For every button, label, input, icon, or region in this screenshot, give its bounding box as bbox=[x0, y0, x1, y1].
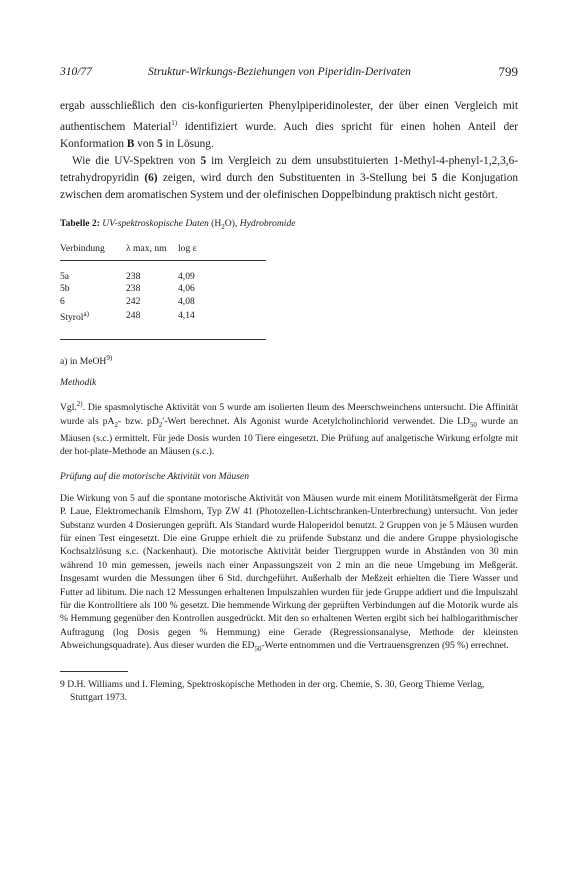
uv-data-table bbox=[60, 243, 266, 340]
column-header: log ε bbox=[178, 243, 266, 261]
methodik-text: Vgl.$^{2)}$. Die spasmolytische Aktivität von 5 wurde am isolierten Ileum des Meerschweinchens untersucht. Die Affinität wurde als $pA_2-$ bzw. $pD_2'$-Wert berechnet. Als Agonist wurde Acetylcholinchlorid verwendet. Die $LD_{50}$ wurde an Mäusen (s.c.) ermittelt. Für jede Dosis wurden 10 Tiere eingesetzt. Die Prüfung auf analgetische Wirkung erfolgte mit der hot-plate-Methode an Mäusen (s.c.). bbox=[60, 400, 518, 458]
table-row: 6 242 4,08 bbox=[60, 295, 195, 307]
running-header bbox=[60, 66, 518, 84]
paragraph-2: Wie die UV-Spektren von 5 im Vergleich zu dem unsubstituierten 1-Methyl-4-phenyl-1,2,3,6-tetrahydropyridin (6) zeigen, wird durch den Substituenten in 3-Stellung bei 5 die Konjugation zwischen dem aromatischen System und der olefinischen Doppelbindung praktisch nicht gestört. bbox=[60, 154, 518, 201]
header-issue: 310/77 bbox=[60, 66, 92, 78]
header-title: Struktur-Wirkungs-Beziehungen von Piperidin-Derivaten bbox=[148, 66, 411, 78]
column-header: λ max, nm bbox=[126, 243, 178, 261]
footnote-9: 9 D.H. Williams und I. Fleming, Spektroskopische Methoden in der org. Chemie, S. 30, Georg Thieme Verlag, Stuttgart 1973. bbox=[60, 678, 485, 703]
paragraph-1: ergab ausschließlich den cis-konfigurierten Phenylpiperidinolester, der über einen Vergleich mit authentischem Material$^{1)}$ identifiziert wurde. Auch dies spricht für einen hohen Anteil der Konformation B von 5 in Lösung. bbox=[60, 100, 518, 150]
section-heading-methodik: Methodik bbox=[60, 377, 97, 389]
table-header-row bbox=[60, 243, 266, 261]
table-row: Styrol$^{a)}$ 248 4,14 bbox=[60, 308, 266, 339]
page-number: 799 bbox=[498, 64, 518, 79]
table-row: 5a 238 4,09 bbox=[60, 270, 195, 282]
page bbox=[60, 66, 518, 704]
column-header: Verbindung bbox=[60, 243, 126, 261]
table-footnote: a) in MeOH$^{9)}$ bbox=[60, 353, 113, 368]
table-caption: Tabelle 2: UV-spektroskopische Daten $(H_2O)$, Hydrobromide bbox=[60, 217, 296, 231]
table-row: 5b 238 4,06 bbox=[60, 283, 195, 295]
pruefung-text: Die Wirkung von 5 auf die spontane motorische Aktivität von Mäusen wurde mit einem Motilitätsmeßgerät der Firma P. Laue, Elektromechanik Elmshorn, Typ ZW 41 (Photozellen-Lichtschranken-Unterbrechung) untersucht. Von jeder Substanz wurden 4 Dosierungen geprüft. Als Standard wurde Haloperidol benutzt. 2 Gruppen von je 5 Mäusen wurden für einen Test eingesetzt. Die eine Gruppe erhielt die zu prüfende Substanz und die andere Gruppe physiologische Kochsalzlösung s.c. (Nackenhaut). Die motorische Aktivität beider Tiergruppen wurde in Abständen von 30 min während 10 min gemessen, jeweils nach einer Anpassungszeit von 2 min an die neue Umgebung im Meßgerät. Insgesamt wurden die Messungen über 6 Std. durchgeführt. Außerhalb der Meßzeit erhielten die Tiere Wasser und Futter ad libitum. Die nach 12 Messungen erhaltenen Impulszahlen wurden für jede Gruppe addiert und die Impulszahl für die Kontrolltiere als 100 % gesetzt. Die hemmende Wirkung der geprüften Verbindungen auf die Motorik wurde als % Hemmung gegenüber den Kontrollen ausgedrückt. Mit den so erhaltenen Werten ergibt sich bei halblogarithmischer Auftragung (log Dosis gegen % Hemmung) eine Gerade (Regressionsanalyse, Methode der kleinsten Abweichungsquadrate). Aus dieser wurden die $ED_{50}$-Werte entnommen und die Vertrauensgrenzen (95 %) errechnet. bbox=[60, 492, 518, 654]
section-heading-pruefung: Prüfung auf die motorische Aktivität von Mäusen bbox=[60, 470, 250, 482]
body-text bbox=[60, 98, 518, 204]
footnote-divider bbox=[60, 671, 128, 672]
